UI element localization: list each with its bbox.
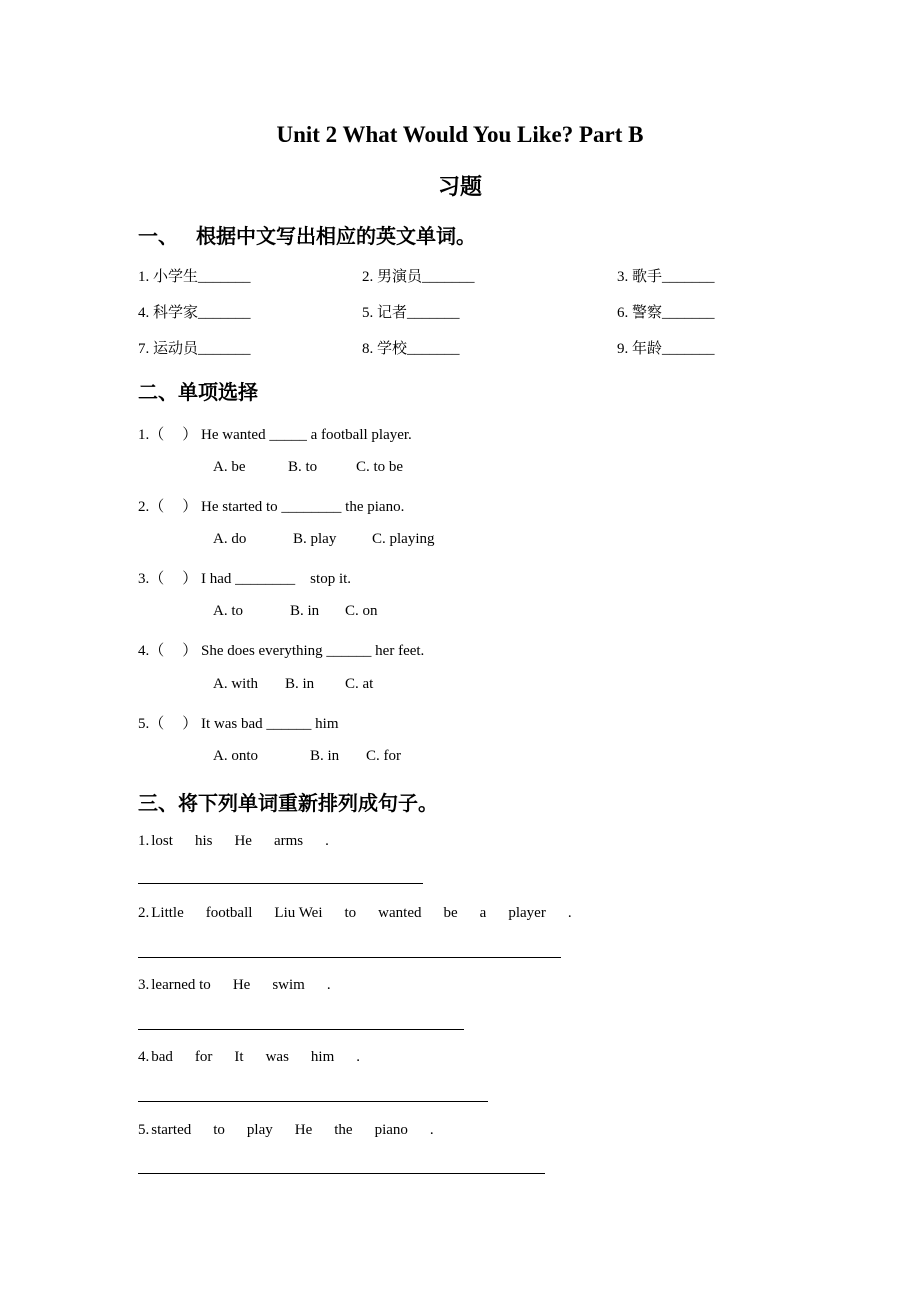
word: to bbox=[344, 905, 357, 921]
word: was bbox=[265, 1049, 289, 1065]
vocab-item bbox=[617, 301, 715, 322]
question-5 bbox=[138, 712, 339, 733]
section-3-heading: 三、将下列单词重新排列成句子。 bbox=[138, 791, 438, 815]
page-subtitle: 习题 bbox=[437, 175, 482, 200]
option-c[interactable]: C. at bbox=[345, 676, 374, 692]
question-bracket: ） bbox=[182, 571, 198, 587]
word: player bbox=[508, 905, 546, 921]
word: learned to bbox=[151, 977, 211, 993]
answer-line[interactable] bbox=[138, 1101, 488, 1102]
item-number: 1. bbox=[138, 269, 150, 285]
option-a[interactable]: A. to bbox=[213, 603, 243, 619]
option-c[interactable]: C. playing bbox=[372, 531, 435, 547]
word: . bbox=[567, 905, 572, 921]
item-number: 2. bbox=[138, 905, 150, 921]
vocab-item bbox=[138, 337, 251, 358]
option-b[interactable]: B. in bbox=[285, 676, 315, 692]
answer-blank[interactable]: _______ bbox=[407, 305, 460, 321]
vocab-item bbox=[362, 265, 475, 286]
question-2 bbox=[138, 495, 404, 516]
word: Little bbox=[151, 905, 184, 921]
option-b[interactable]: B. play bbox=[293, 531, 337, 547]
answer-blank[interactable]: _______ bbox=[662, 305, 715, 321]
item-number: 8. bbox=[362, 341, 374, 357]
word: It bbox=[234, 1049, 244, 1065]
option-b[interactable]: B. in bbox=[310, 748, 340, 764]
option-b[interactable]: B. in bbox=[290, 603, 320, 619]
question-bracket: ） bbox=[182, 716, 198, 732]
item-text: 歌手 bbox=[632, 269, 663, 285]
word: to bbox=[213, 1122, 225, 1138]
word: for bbox=[194, 1049, 213, 1065]
word: football bbox=[205, 905, 253, 921]
item-number: 3. bbox=[138, 977, 150, 993]
word: lost bbox=[151, 833, 173, 849]
item-number: 4. bbox=[138, 305, 150, 321]
item-number: 7. bbox=[138, 341, 150, 357]
vocab-item bbox=[362, 337, 460, 358]
answer-blank[interactable]: _______ bbox=[662, 269, 715, 285]
item-number: 4. bbox=[138, 1049, 150, 1065]
section-1-title: 根据中文写出相应的英文单词。 bbox=[196, 224, 476, 248]
question-number: 3.（ bbox=[138, 571, 165, 587]
vocab-item bbox=[617, 265, 715, 286]
question-number: 1.（ bbox=[138, 427, 165, 443]
reorder-item-2 bbox=[138, 905, 594, 922]
reorder-item-5 bbox=[138, 1122, 456, 1139]
question-number: 2.（ bbox=[138, 499, 165, 515]
word: . bbox=[326, 977, 331, 993]
word: play bbox=[246, 1122, 273, 1138]
word: piano bbox=[374, 1122, 408, 1138]
word: swim bbox=[272, 977, 305, 993]
vocab-item bbox=[362, 301, 460, 322]
question-number: 5.（ bbox=[138, 716, 165, 732]
option-c[interactable]: C. to be bbox=[356, 459, 404, 475]
reorder-item-3 bbox=[138, 977, 353, 994]
reorder-item-1 bbox=[138, 833, 351, 850]
question-text: I had ________ stop it. bbox=[201, 571, 352, 587]
reorder-item-4 bbox=[138, 1049, 382, 1066]
word: the bbox=[334, 1122, 353, 1138]
option-a[interactable]: A. with bbox=[213, 676, 258, 692]
answer-line[interactable] bbox=[138, 1029, 464, 1030]
option-a[interactable]: A. be bbox=[213, 459, 246, 475]
question-bracket: ） bbox=[182, 427, 198, 443]
page-title: Unit 2 What Would You Like? Part B bbox=[276, 122, 644, 147]
item-text: 男演员 bbox=[377, 269, 423, 285]
answer-blank[interactable]: _______ bbox=[662, 341, 715, 357]
item-text: 小学生 bbox=[153, 269, 199, 285]
item-number: 6. bbox=[617, 305, 629, 321]
answer-line[interactable] bbox=[138, 1173, 545, 1174]
word: . bbox=[325, 833, 329, 849]
answer-line[interactable] bbox=[138, 957, 561, 958]
item-text: 年龄 bbox=[632, 341, 663, 357]
item-text: 学校 bbox=[377, 341, 408, 357]
item-number: 3. bbox=[617, 269, 629, 285]
word: wanted bbox=[378, 905, 422, 921]
vocab-item bbox=[617, 337, 715, 358]
item-number: 1. bbox=[138, 833, 150, 849]
word: a bbox=[479, 905, 487, 921]
question-text: It was bad ______ him bbox=[201, 716, 339, 732]
option-c[interactable]: C. for bbox=[366, 748, 401, 764]
section-1-number: 一、 bbox=[138, 224, 178, 248]
item-text: 记者 bbox=[377, 305, 408, 321]
word: be bbox=[443, 905, 458, 921]
word: He bbox=[234, 833, 252, 849]
answer-blank[interactable]: _______ bbox=[198, 269, 251, 285]
question-4 bbox=[138, 639, 424, 660]
question-text: He started to ________ the piano. bbox=[201, 499, 405, 515]
word: his bbox=[194, 833, 213, 849]
item-number: 2. bbox=[362, 269, 374, 285]
option-c[interactable]: C. on bbox=[345, 603, 378, 619]
word: Liu Wei bbox=[274, 905, 323, 921]
item-text: 运动员 bbox=[153, 341, 199, 357]
vocab-item bbox=[138, 301, 251, 322]
answer-line[interactable] bbox=[138, 883, 423, 884]
question-text: She does everything ______ her feet. bbox=[201, 643, 425, 659]
word: arms bbox=[273, 833, 304, 849]
word: . bbox=[429, 1122, 434, 1138]
item-number: 5. bbox=[362, 305, 374, 321]
section-1-heading bbox=[138, 220, 476, 249]
question-bracket: ） bbox=[182, 499, 198, 515]
option-a[interactable]: A. onto bbox=[213, 748, 258, 764]
answer-blank[interactable]: _______ bbox=[198, 341, 251, 357]
question-text: He wanted _____ a football player. bbox=[201, 427, 412, 443]
question-number: 4.（ bbox=[138, 643, 165, 659]
option-b[interactable]: B. to bbox=[288, 459, 318, 475]
question-bracket: ） bbox=[182, 643, 198, 659]
section-2-heading: 二、单项选择 bbox=[138, 380, 258, 404]
item-number: 5. bbox=[138, 1122, 150, 1138]
question-3 bbox=[138, 567, 351, 588]
word: him bbox=[310, 1049, 335, 1065]
answer-blank[interactable]: _______ bbox=[198, 305, 251, 321]
item-text: 科学家 bbox=[153, 305, 199, 321]
item-text: 警察 bbox=[632, 305, 663, 321]
vocab-item bbox=[138, 265, 251, 286]
word: He bbox=[232, 977, 251, 993]
answer-blank[interactable]: _______ bbox=[422, 269, 475, 285]
word: started bbox=[151, 1122, 192, 1138]
question-1 bbox=[138, 423, 412, 444]
word: . bbox=[356, 1049, 361, 1065]
word: He bbox=[294, 1122, 313, 1138]
item-number: 9. bbox=[617, 341, 629, 357]
option-a[interactable]: A. do bbox=[213, 531, 247, 547]
answer-blank[interactable]: _______ bbox=[407, 341, 460, 357]
word: bad bbox=[151, 1049, 173, 1065]
